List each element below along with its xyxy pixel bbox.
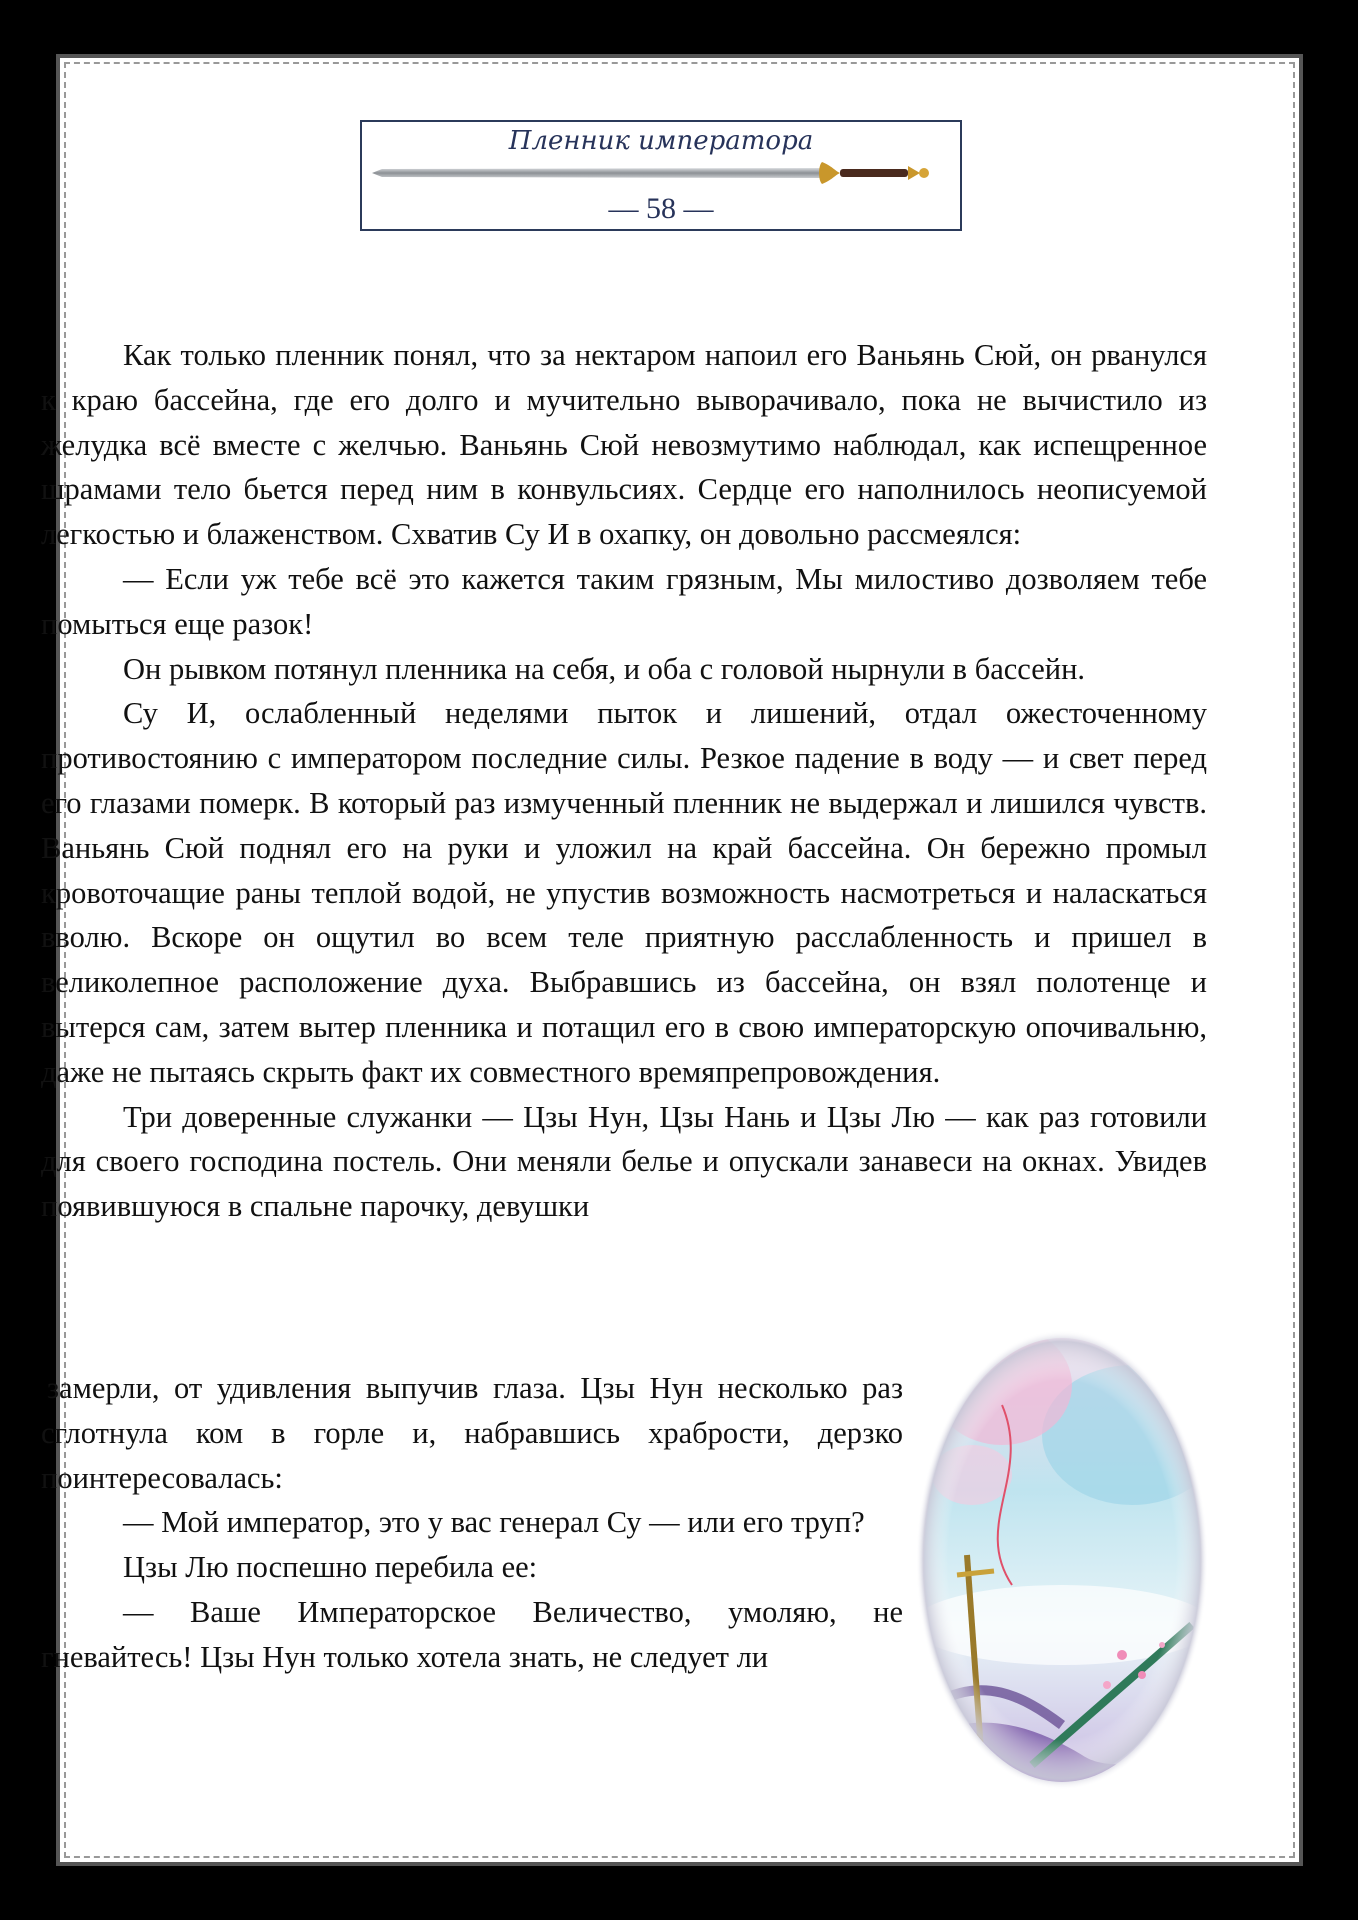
paragraph: Как только пленник понял, что за нектаром напоил его Ваньянь Сюй, он рванулся к краю бассейна, где его долго и мучительно выворачивало, пока не вычистило из желудка всё вместе с желчью. Ваньянь Сюй невозмутимо наблюдал, как испещренное шрамами тело бьется перед ним в конвульсиях. Сердце его наполнилось неописуемой легкостью и блаженством. Схватив Су И в охапку, он довольно рассмеялся:	[41, 338, 1207, 552]
page-header	[360, 120, 962, 231]
paragraph: Су И, ослабленный неделями пыток и лишений, отдал ожесточенному противостоянию с императором последние силы. Резкое падение в воду — и свет перед его глазами померк. В который раз измученный пленник не выдержал и лишился чувств. Ваньянь Сюй поднял его на руки и уложил на край бассейна. Он бережно промыл кровоточащие раны теплой водой, не упустив возможность насмотреться и наласкаться вволю. Вскоре он ощутил во всем теле приятную расслабленность и пришел в великолепное расположение духа. Выбравшись из бассейна, он взял полотенце и вытерся сам, затем вытер пленника и потащил его в свою императорскую опочивальню, даже не пытаясь скрыть факт их совместного времяпрепровождения.	[41, 696, 1207, 1089]
paragraph: Цзы Лю поспешно перебила ее:	[123, 1550, 538, 1585]
paragraph: Он рывком потянул пленника на себя, и оба с головой нырнули в бассейн.	[123, 651, 1086, 686]
paragraph: замерли, от удивления выпучив глаза. Цзы Нун несколько раз сглотнула ком в горле и, набравшись храбрости, дерзко поинтересовалась:	[41, 1371, 903, 1495]
sword-icon	[372, 158, 952, 188]
book-title: Пленник императора	[508, 126, 814, 156]
oval-illustration	[912, 1325, 1212, 1795]
paragraph: — Мой император, это у вас генерал Су — или его труп?	[123, 1505, 865, 1540]
page-number: — 58 —	[608, 192, 714, 225]
paragraph: — Ваше Императорское Величество, умоляю, не гневайтесь! Цзы Нун только хотела знать, не следует ли	[41, 1594, 903, 1674]
main-text	[41, 333, 1207, 1229]
wrapped-text	[41, 1366, 903, 1680]
paragraph: — Если уж тебе всё это кажется таким грязным, Мы милостиво дозволяем тебе помыться еще разок!	[41, 561, 1207, 641]
paragraph: Три доверенные служанки — Цзы Нун, Цзы Нань и Цзы Лю — как раз готовили для своего господина постель. Они меняли белье и опускали занавеси на окнах. Увидев появившуюся в спальне парочку, девушки	[41, 1099, 1207, 1224]
